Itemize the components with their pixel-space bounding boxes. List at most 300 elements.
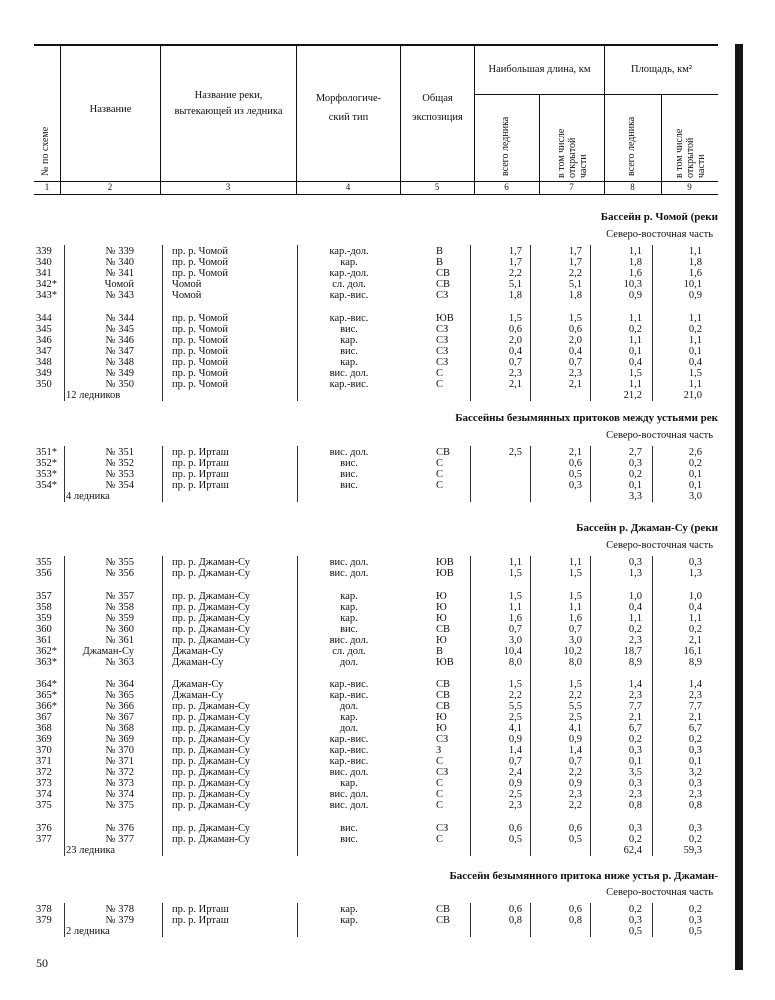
exposition: СВ [436,915,451,926]
row-number: 363* [36,657,57,668]
row-number: 357 [36,591,52,602]
table-header [34,44,718,195]
area-open: 1,1 [688,313,702,324]
total-area: 21,2 [623,390,642,401]
row-number: 373 [36,778,52,789]
area-total: 0,9 [628,290,642,301]
column-rule [652,556,653,856]
column-rule [162,446,163,502]
col9-header-line3: части [696,154,707,178]
column-rule [590,903,591,937]
glacier-name: № 376 [105,823,134,834]
length-total: 5,1 [508,279,522,290]
total-label: 23 ледника [66,845,116,856]
exposition: С [436,789,444,800]
morph-type: вис. дол. [329,635,369,646]
length-open: 0,8 [568,915,582,926]
exposition: Ю [436,602,447,613]
river-name: пр. р. Джаман-Су [172,701,251,712]
morph-type: кар. [340,712,358,723]
length-group-header: Наибольшая длина, км [488,64,591,75]
exposition: СЗ [436,290,449,301]
row-number: 366* [36,701,57,712]
glacier-name: № 378 [105,904,134,915]
col8-header: всего ледника [626,116,637,176]
morph-type: кар.-вис. [329,734,369,745]
river-name: пр. р. Джаман-Су [172,767,251,778]
morph-type: вис. [340,823,358,834]
area-open: 2,6 [688,447,702,458]
area-total: 0,4 [628,602,642,613]
morph-type: вис. дол. [329,767,369,778]
length-total: 3,0 [508,635,522,646]
total-area: 62,4 [623,845,642,856]
column-rule [652,903,653,937]
area-open: 0,2 [688,904,702,915]
river-name: пр. р. Ирташ [172,458,229,469]
length-total: 2,1 [508,379,522,390]
length-open: 0,9 [568,778,582,789]
glacier-name: № 350 [105,379,134,390]
river-name: пр. р. Чомой [172,335,229,346]
area-total: 0,4 [628,357,642,368]
length-total: 2,2 [508,690,522,701]
length-open: 0,4 [568,346,582,357]
morph-type: кар. [340,335,358,346]
area-open: 0,3 [688,557,702,568]
morph-type: кар. [340,904,358,915]
area-total: 0,3 [628,778,642,789]
column-rule [530,245,531,401]
exposition: С [436,379,444,390]
length-open: 2,1 [568,379,582,390]
exposition: ЮВ [436,568,454,579]
row-number: 371 [36,756,52,767]
area-total: 2,7 [628,447,642,458]
area-total: 2,3 [628,635,642,646]
morph-type: вис. дол. [329,368,369,379]
length-total: 1,1 [508,602,522,613]
glacier-name: № 358 [105,602,134,613]
col-number: 2 [107,182,113,192]
length-total: 1,7 [508,246,522,257]
section-subtitle: Северо-восточная часть [606,430,713,441]
area-open: 1,6 [688,268,702,279]
length-open: 5,5 [568,701,582,712]
glacier-name: № 371 [105,756,134,767]
area-total: 18,7 [623,646,642,657]
glacier-name: № 345 [105,324,134,335]
glacier-name: № 368 [105,723,134,734]
length-total: 0,6 [508,904,522,915]
area-open: 0,3 [688,823,702,834]
row-number: 352* [36,458,57,469]
column-rule [297,245,298,401]
exposition: СВ [436,904,451,915]
morph-type: дол. [339,701,359,712]
river-name: пр. р. Джаман-Су [172,712,251,723]
glacier-name: Чомой [104,279,134,290]
morph-type: кар.-вис. [329,379,369,390]
column-rule [590,556,591,856]
area-open: 0,2 [688,624,702,635]
length-total: 0,7 [508,624,522,635]
exposition: ЮВ [436,313,454,324]
length-total: 5,5 [508,701,522,712]
river-name: пр. р. Джаман-Су [172,591,251,602]
river-name: пр. р. Чомой [172,257,229,268]
length-open: 1,5 [568,679,582,690]
exposition: С [436,368,444,379]
morph-type: кар. [340,357,358,368]
area-open: 8,9 [688,657,702,668]
area-open: 2,1 [688,712,702,723]
morph-type: кар.-вис. [329,756,369,767]
area-open: 3,2 [688,767,702,778]
length-open: 1,6 [568,613,582,624]
row-number: 339 [36,246,52,257]
glacier-name: № 353 [105,469,134,480]
river-name: пр. р. Ирташ [172,469,229,480]
area-total: 0,2 [628,834,642,845]
glacier-name: № 339 [105,246,134,257]
area-open: 1,1 [688,246,702,257]
total-area-open: 21,0 [683,390,702,401]
col7-header-line3: части [578,154,589,178]
glacier-name: № 361 [105,635,134,646]
col-number: 8 [630,182,635,192]
area-open: 0,4 [688,602,702,613]
column-rule [297,556,298,856]
area-open: 1,1 [688,379,702,390]
river-name: пр. р. Джаман-Су [172,789,251,800]
row-number: 378 [36,904,52,915]
glacier-name: № 357 [105,591,134,602]
area-total: 0,2 [628,324,642,335]
row-number: 351* [36,447,57,458]
glacier-name: № 347 [105,346,134,357]
length-open: 1,1 [568,602,582,613]
morph-type: кар. [340,778,358,789]
area-total: 1,3 [628,568,642,579]
length-open: 0,7 [568,357,582,368]
area-open: 1,1 [688,335,702,346]
row-number: 364* [36,679,57,690]
glacier-name: № 377 [105,834,134,845]
glacier-name: № 366 [105,701,134,712]
glacier-name: № 354 [105,480,134,491]
column-rule [530,556,531,856]
area-open: 1,8 [688,257,702,268]
area-total: 7,7 [628,701,642,712]
area-total: 1,0 [628,591,642,602]
glacier-name: № 369 [105,734,134,745]
row-number: 356 [36,568,52,579]
row-number: 341 [36,268,52,279]
row-number: 358 [36,602,52,613]
length-open: 0,6 [568,904,582,915]
total-area: 0,5 [628,926,642,937]
glacier-name: № 379 [105,915,134,926]
glacier-name: № 355 [105,557,134,568]
length-total: 0,7 [508,756,522,767]
glacier-name: № 364 [105,679,134,690]
exposition: С [436,778,444,789]
length-open: 1,5 [568,313,582,324]
column-rule [590,446,591,502]
morph-type: вис. [340,469,358,480]
exposition: Ю [436,613,447,624]
length-open: 1,5 [568,591,582,602]
length-open: 3,0 [568,635,582,646]
area-open: 0,3 [688,745,702,756]
river-name: пр. р. Джаман-Су [172,756,251,767]
glacier-name: № 346 [105,335,134,346]
area-open: 0,1 [688,346,702,357]
glacier-name: № 349 [105,368,134,379]
morph-type: кар.-дол. [329,268,369,279]
exposition: СЗ [436,346,449,357]
col5-header-line1: Общая [422,93,453,104]
exposition: ЮВ [436,557,454,568]
area-total: 0,2 [628,624,642,635]
column-rule [530,903,531,937]
length-open: 1,7 [568,246,582,257]
length-total: 1,5 [508,568,522,579]
col1-header: № по схеме [40,126,51,176]
morph-type: вис. [340,480,358,491]
exposition: С [436,469,444,480]
length-open: 2,3 [568,789,582,800]
length-total: 0,9 [508,778,522,789]
column-rule [470,245,471,401]
area-open: 0,2 [688,458,702,469]
river-name: пр. р. Ирташ [172,480,229,491]
col5-header-line2: экспозиция [412,112,463,123]
row-number: 347 [36,346,52,357]
row-number: 372 [36,767,52,778]
morph-type: сл. дол. [332,646,366,657]
river-name: пр. р. Джаман-Су [172,800,251,811]
exposition: СЗ [436,823,449,834]
column-rule [470,446,471,502]
col-number: 5 [434,182,440,192]
area-total: 0,8 [628,800,642,811]
area-total: 2,3 [628,690,642,701]
river-name: пр. р. Чомой [172,324,229,335]
area-total: 1,1 [628,379,642,390]
area-open: 2,3 [688,789,702,800]
area-open: 0,3 [688,778,702,789]
col7-header-line2: открытой [567,137,578,178]
morph-type: кар.-вис. [329,679,369,690]
total-area-open: 59,3 [683,845,702,856]
area-total: 1,6 [628,268,642,279]
area-open: 0,1 [688,469,702,480]
area-total: 3,5 [628,767,642,778]
river-name: пр. р. Джаман-Су [172,624,251,635]
length-total: 1,1 [508,557,522,568]
length-total: 2,5 [508,447,522,458]
river-name: пр. р. Джаман-Су [172,823,251,834]
column-rule [64,446,65,502]
section-title: Бассейн р. Джаман-Су (реки [576,522,718,534]
column-rule [64,903,65,937]
length-open: 0,5 [568,834,582,845]
river-name: пр. р. Джаман-Су [172,778,251,789]
area-total: 0,3 [628,823,642,834]
length-open: 2,2 [568,268,582,279]
morph-type: кар.-вис. [329,690,369,701]
row-number: 376 [36,823,52,834]
length-open: 0,6 [568,823,582,834]
morph-type: вис. [340,624,358,635]
area-total: 0,2 [628,904,642,915]
length-total: 0,5 [508,834,522,845]
exposition: ЮВ [436,657,454,668]
col3-header-line2: вытекающей из ледника [174,106,283,117]
glacier-name: № 365 [105,690,134,701]
glacier-name: № 363 [105,657,134,668]
river-name: пр. р. Чомой [172,246,229,257]
section-subtitle: Северо-восточная часть [606,229,713,240]
section-title: Бассейн р. Чомой (реки [600,211,718,223]
glacier-name: № 367 [105,712,134,723]
col-number: 1 [44,182,50,192]
length-total: 1,7 [508,257,522,268]
length-total: 2,5 [508,712,522,723]
length-total: 8,0 [508,657,522,668]
row-number: 343* [36,290,57,301]
area-open: 0,3 [688,915,702,926]
glacier-name: № 359 [105,613,134,624]
morph-type: кар.-вис. [329,745,369,756]
morph-type: кар. [340,591,358,602]
row-number: 359 [36,613,52,624]
exposition: СЗ [436,767,449,778]
glacier-name: № 356 [105,568,134,579]
area-open: 10,1 [683,279,702,290]
row-number: 344 [36,313,52,324]
river-name: пр. р. Чомой [172,268,229,279]
exposition: С [436,800,444,811]
column-rule [590,245,591,401]
column-rule [652,245,653,401]
length-open: 0,7 [568,624,582,635]
col4-header-line1: Морфологиче- [315,93,382,104]
morph-type: кар. [340,602,358,613]
area-total: 1,5 [628,368,642,379]
area-total: 1,1 [628,335,642,346]
river-name: пр. р. Джаман-Су [172,734,251,745]
length-total: 4,1 [508,723,522,734]
glacier-name: № 372 [105,767,134,778]
area-open: 0,1 [688,480,702,491]
morph-type: кар. [340,613,358,624]
river-name: пр. р. Джаман-Су [172,635,251,646]
area-open: 2,3 [688,690,702,701]
river-name: Чомой [172,290,202,301]
length-total: 1,6 [508,613,522,624]
length-open: 1,5 [568,568,582,579]
river-name: Джаман-Су [172,657,224,668]
area-total: 0,1 [628,480,642,491]
length-total: 2,2 [508,268,522,279]
area-total: 0,1 [628,346,642,357]
area-total: 1,4 [628,679,642,690]
area-total: 0,3 [628,458,642,469]
row-number: 374 [36,789,52,800]
total-label: 2 ледника [66,926,110,937]
length-open: 2,0 [568,335,582,346]
exposition: Ю [436,712,447,723]
area-open: 1,0 [688,591,702,602]
row-number: 370 [36,745,52,756]
morph-type: сл. дол. [332,279,366,290]
exposition: С [436,756,444,767]
area-open: 2,1 [688,635,702,646]
morph-type: вис. дол. [329,568,369,579]
river-name: пр. р. Джаман-Су [172,602,251,613]
section-subtitle: Северо-восточная часть [606,540,713,551]
total-area-open: 0,5 [688,926,702,937]
exposition: СВ [436,679,451,690]
exposition: СЗ [436,734,449,745]
column-rule [470,556,471,856]
length-open: 1,1 [568,557,582,568]
river-name: пр. р. Джаман-Су [172,834,251,845]
length-open: 5,1 [568,279,582,290]
exposition: Ю [436,723,447,734]
river-name: пр. р. Джаман-Су [172,745,251,756]
length-total: 0,7 [508,357,522,368]
row-number: 346 [36,335,52,346]
morph-type: кар.-вис. [329,290,369,301]
exposition: СВ [436,690,451,701]
exposition: Ю [436,635,447,646]
river-name: пр. р. Чомой [172,379,229,390]
length-open: 2,3 [568,368,582,379]
morph-type: кар.-дол. [329,246,369,257]
area-total: 0,1 [628,756,642,767]
morph-type: вис. [340,346,358,357]
glacier-name: № 375 [105,800,134,811]
row-number: 342* [36,279,57,290]
exposition: С [436,458,444,469]
length-open: 1,7 [568,257,582,268]
total-label: 4 ледника [66,491,110,502]
exposition: СВ [436,279,451,290]
length-open: 8,0 [568,657,582,668]
row-number: 369 [36,734,52,745]
exposition: СЗ [436,357,449,368]
exposition: СВ [436,624,451,635]
row-number: 340 [36,257,52,268]
area-open: 1,1 [688,613,702,624]
river-name: пр. р. Джаман-Су [172,568,251,579]
exposition: Ю [436,591,447,602]
col3-header-line1: Название реки, [194,90,263,101]
col-number: 7 [569,182,574,192]
length-open: 0,7 [568,756,582,767]
area-total: 8,9 [628,657,642,668]
row-number: 349 [36,368,52,379]
morph-type: кар. [340,257,358,268]
col4-header-line2: ский тип [328,112,369,123]
area-total: 1,1 [628,613,642,624]
row-number: 360 [36,624,52,635]
exposition: В [436,246,444,257]
